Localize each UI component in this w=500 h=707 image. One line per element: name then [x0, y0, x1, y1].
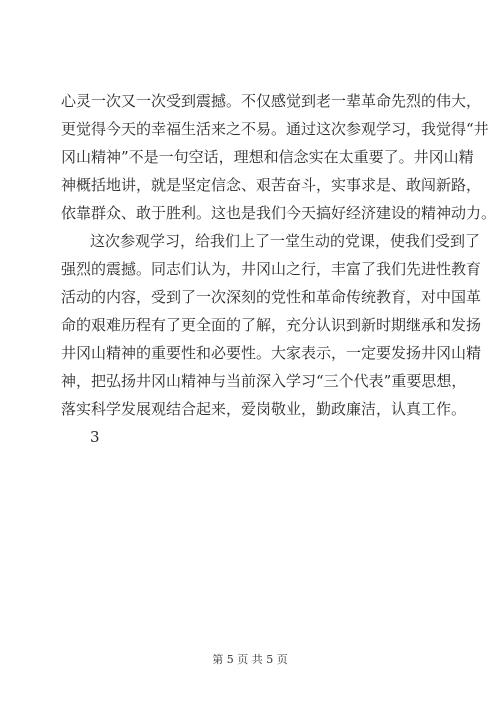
paragraph-line: 活动的内容，受到了一次深刻的党性和革命传统教育，对中国革: [61, 288, 482, 306]
paragraph-line: 冈山精神”不是一句空话，理想和信念实在太重要了。井冈山精: [61, 148, 474, 166]
paragraph-line: 心灵一次又一次受到震撼。不仅感觉到老一辈革命先烈的伟大，: [61, 92, 482, 110]
paragraph-line: 井冈山精神的重要性和必要性。大家表示，一定要发扬井冈山精: [61, 344, 482, 362]
paragraph-line: 更觉得今天的幸福生活来之不易。通过这次参观学习，我觉得“井: [61, 120, 489, 138]
paragraph-line: 强烈的震撼。同志们认为，井冈山之行，丰富了我们先进性教育: [61, 260, 482, 278]
paragraph-line: 依靠群众、敢于胜利。这也是我们今天搞好经济建设的精神动力。: [61, 204, 497, 222]
paragraph-line: 落实科学发展观结合起来，爱岗敬业，勤政廉洁，认真工作。: [61, 400, 467, 418]
paragraph-line: 神，把弘扬井冈山精神与当前深入学习“三个代表”重要思想，: [61, 372, 467, 390]
paragraph-line: 这次参观学习，给我们上了一堂生动的党课，使我们受到了: [90, 232, 481, 250]
paragraph-line: 神概括地讲，就是坚定信念、艰苦奋斗，实事求是、敢闯新路，: [61, 176, 482, 194]
page-footer: 第 5 页 共 5 页: [212, 653, 288, 666]
paragraph-line: 命的艰难历程有了更全面的了解，充分认识到新时期继承和发扬: [61, 316, 482, 334]
section-number: 3: [90, 428, 100, 446]
